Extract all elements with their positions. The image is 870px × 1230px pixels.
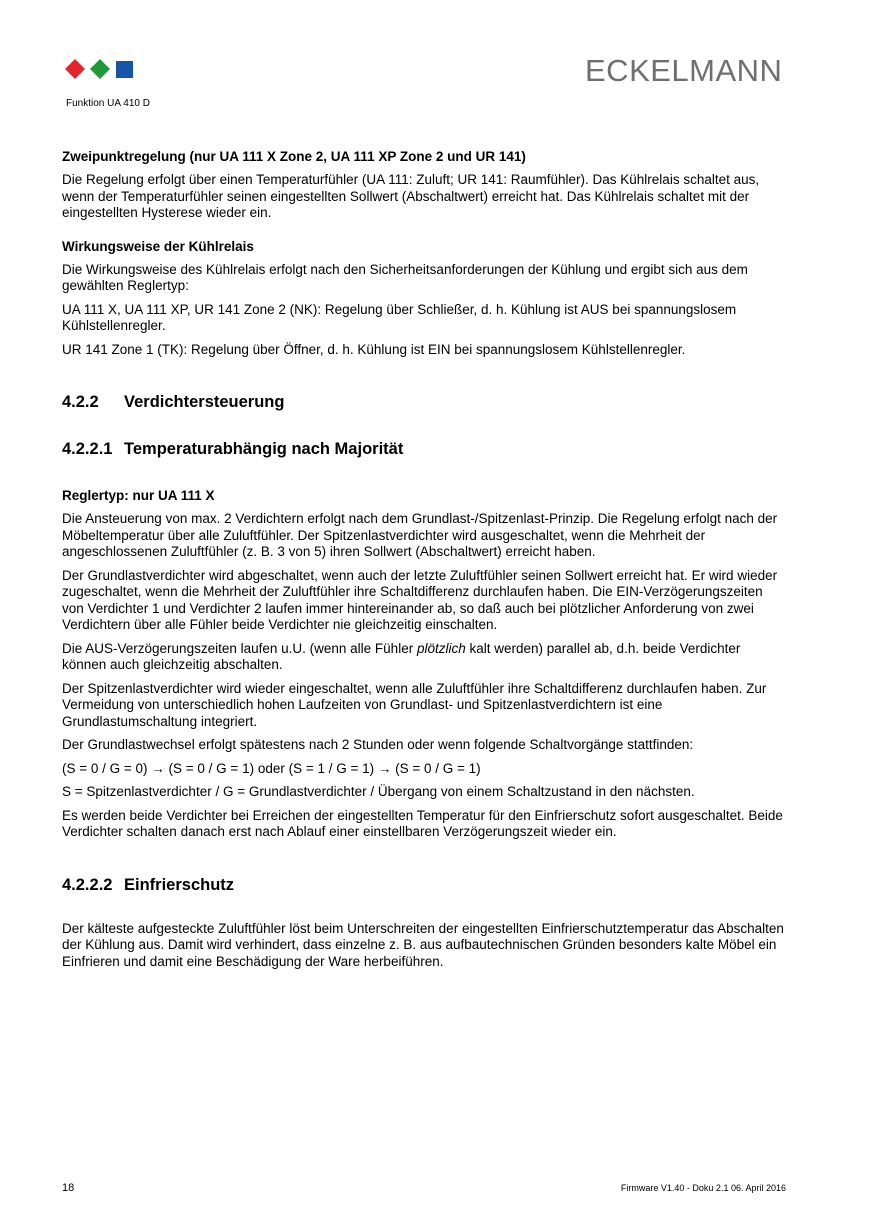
section-heading-4-2-2	[62, 392, 786, 412]
einfrierschutz-paragraph: Der kälteste aufgesteckte Zuluftfühler löst beim Unterschreiten der eingestellten Einfrierschutztemperatur das Abschalten der Kühlung aus. Damit wird verhindert, dass einzelne z. B. aus aufbautechnischen Gründen besonders kalte Möbel ein Einfrieren und damit eine Beschädigung der Ware herbeiführen.	[62, 920, 784, 969]
wirkung-heading: Wirkungsweise der Kühlrelais	[62, 238, 254, 254]
majoritaet-paragraph-3: Die AUS-Verzögerungszeiten laufen u.U. (wenn alle Fühler plötzlich kalt werden) parallel ab, d.h. beide Verdichter können auch gleichzeitig abschalten.	[62, 640, 741, 672]
reglertyp-heading: Reglertyp: nur UA 111 X	[62, 488, 215, 503]
section-number: 4.2.2.1	[62, 440, 113, 458]
document-subtitle: Funktion UA 410 D	[66, 98, 150, 109]
brand-wordmark: ECKELMANN	[585, 53, 783, 88]
zweipunkt-heading: Zweipunktregelung (nur UA 111 X Zone 2, UA 111 XP Zone 2 und UR 141)	[62, 149, 526, 164]
switching-formula: (S = 0 / G = 0) → (S = 0 / G = 1) oder (S = 1 / G = 1) → (S = 0 / G = 1)	[62, 760, 481, 776]
majoritaet-paragraph-4: Der Spitzenlastverdichter wird wieder eingeschaltet, wenn alle Zuluftfühler ihre Schaltdifferenz durchlaufen haben. Zur Vermeidung von unterschiedlich hohen Laufzeiten von Grundlast- und Spitzenlastverdichtern ist eine Grundlastumschaltung integriert.	[62, 680, 767, 729]
legend-paragraph: S = Spitzenlastverdichter / G = Grundlastverdichter / Übergang von einem Schaltzustand in den nächsten.	[62, 784, 695, 799]
section-heading-4-2-2-2	[62, 875, 786, 895]
section-title: Verdichtersteuerung	[124, 393, 285, 411]
wirkung-paragraph-3: UR 141 Zone 1 (TK): Regelung über Öffner, d. h. Kühlung ist EIN bei spannungslosem Kühlstellenregler.	[62, 341, 686, 357]
majoritaet-paragraph-1: Die Ansteuerung von max. 2 Verdichtern erfolgt nach dem Grundlast-/Spitzenlast-Prinzip. Die Regelung erfolgt nach der Möbeltemperatur über alle Zuluftfühler. Der Spitzenlastverdichter wird ausgeschaltet, wenn die Mehrheit der angeschlossenen Zuluftfühler (z. B. 3 von 5) ihren Sollwert (Abschaltwert) erreicht haben.	[62, 511, 778, 559]
page-number: 18	[62, 1182, 75, 1194]
eckelmann-logo	[64, 58, 136, 82]
wirkung-paragraph-2: UA 111 X, UA 111 XP, UR 141 Zone 2 (NK): Regelung über Schließer, d. h. Kühlung ist AUS bei spannungslosem Kühlstellenregler.	[62, 301, 737, 333]
section-heading-4-2-2-1	[62, 439, 786, 459]
section-title: Temperaturabhängig nach Majorität	[124, 440, 404, 458]
section-title: Einfrierschutz	[124, 875, 235, 894]
section-number: 4.2.2.2	[62, 875, 113, 894]
majoritaet-paragraph-8: Es werden beide Verdichter bei Erreichen der eingestellten Temperatur für den Einfrierschutz sofort ausgeschaltet. Beide Verdichter schalten danach erst nach Ablauf einer einstellbaren Verzögerungszeit wieder ein.	[62, 807, 783, 839]
logo-green-square	[90, 59, 110, 79]
emphasis-ploetzlich: plötzlich	[416, 640, 466, 656]
section-number: 4.2.2	[62, 393, 99, 411]
wirkung-paragraph-1: Die Wirkungsweise des Kühlrelais erfolgt nach den Sicherheitsanforderungen der Kühlung und ergibt sich aus dem gewählten Reglertyp:	[62, 261, 748, 293]
logo-red-square	[65, 59, 85, 79]
majoritaet-paragraph-5: Der Grundlastwechsel erfolgt spätestens nach 2 Stunden oder wenn folgende Schaltvorgänge stattfinden:	[62, 737, 694, 752]
page-content	[62, 148, 786, 977]
majoritaet-paragraph-2: Der Grundlastverdichter wird abgeschaltet, wenn auch der letzte Zuluftfühler seinen Sollwert erreicht hat. Er wird wieder zugeschaltet, wenn die Mehrheit der Zuluftfühler ihre Schaltdifferenz durchlaufen haben. Die EIN-Verzögerungszeiten von Verdichter 1 und Verdichter 2 laufen immer hintereinander ab, so daß auch bei plötzlicher Anforderung von zwei Verdichtern über alle Fühler beide Verdichter nie gleichzeitig einschalten.	[62, 567, 778, 632]
zweipunkt-paragraph: Die Regelung erfolgt über einen Temperaturfühler (UA 111: Zuluft; UR 141: Raumfühler). Das Kühlrelais schaltet aus, wenn der Temperaturfühler seinen eingestellten Sollwert (Abschaltwert) erreicht hat. Das Kühlrelais schaltet mit der eingestellten Hysterese wieder ein.	[62, 172, 760, 220]
logo-blue-square	[116, 61, 133, 78]
footer-version: Firmware V1.40 - Doku 2.1 06. April 2016	[620, 1183, 786, 1193]
